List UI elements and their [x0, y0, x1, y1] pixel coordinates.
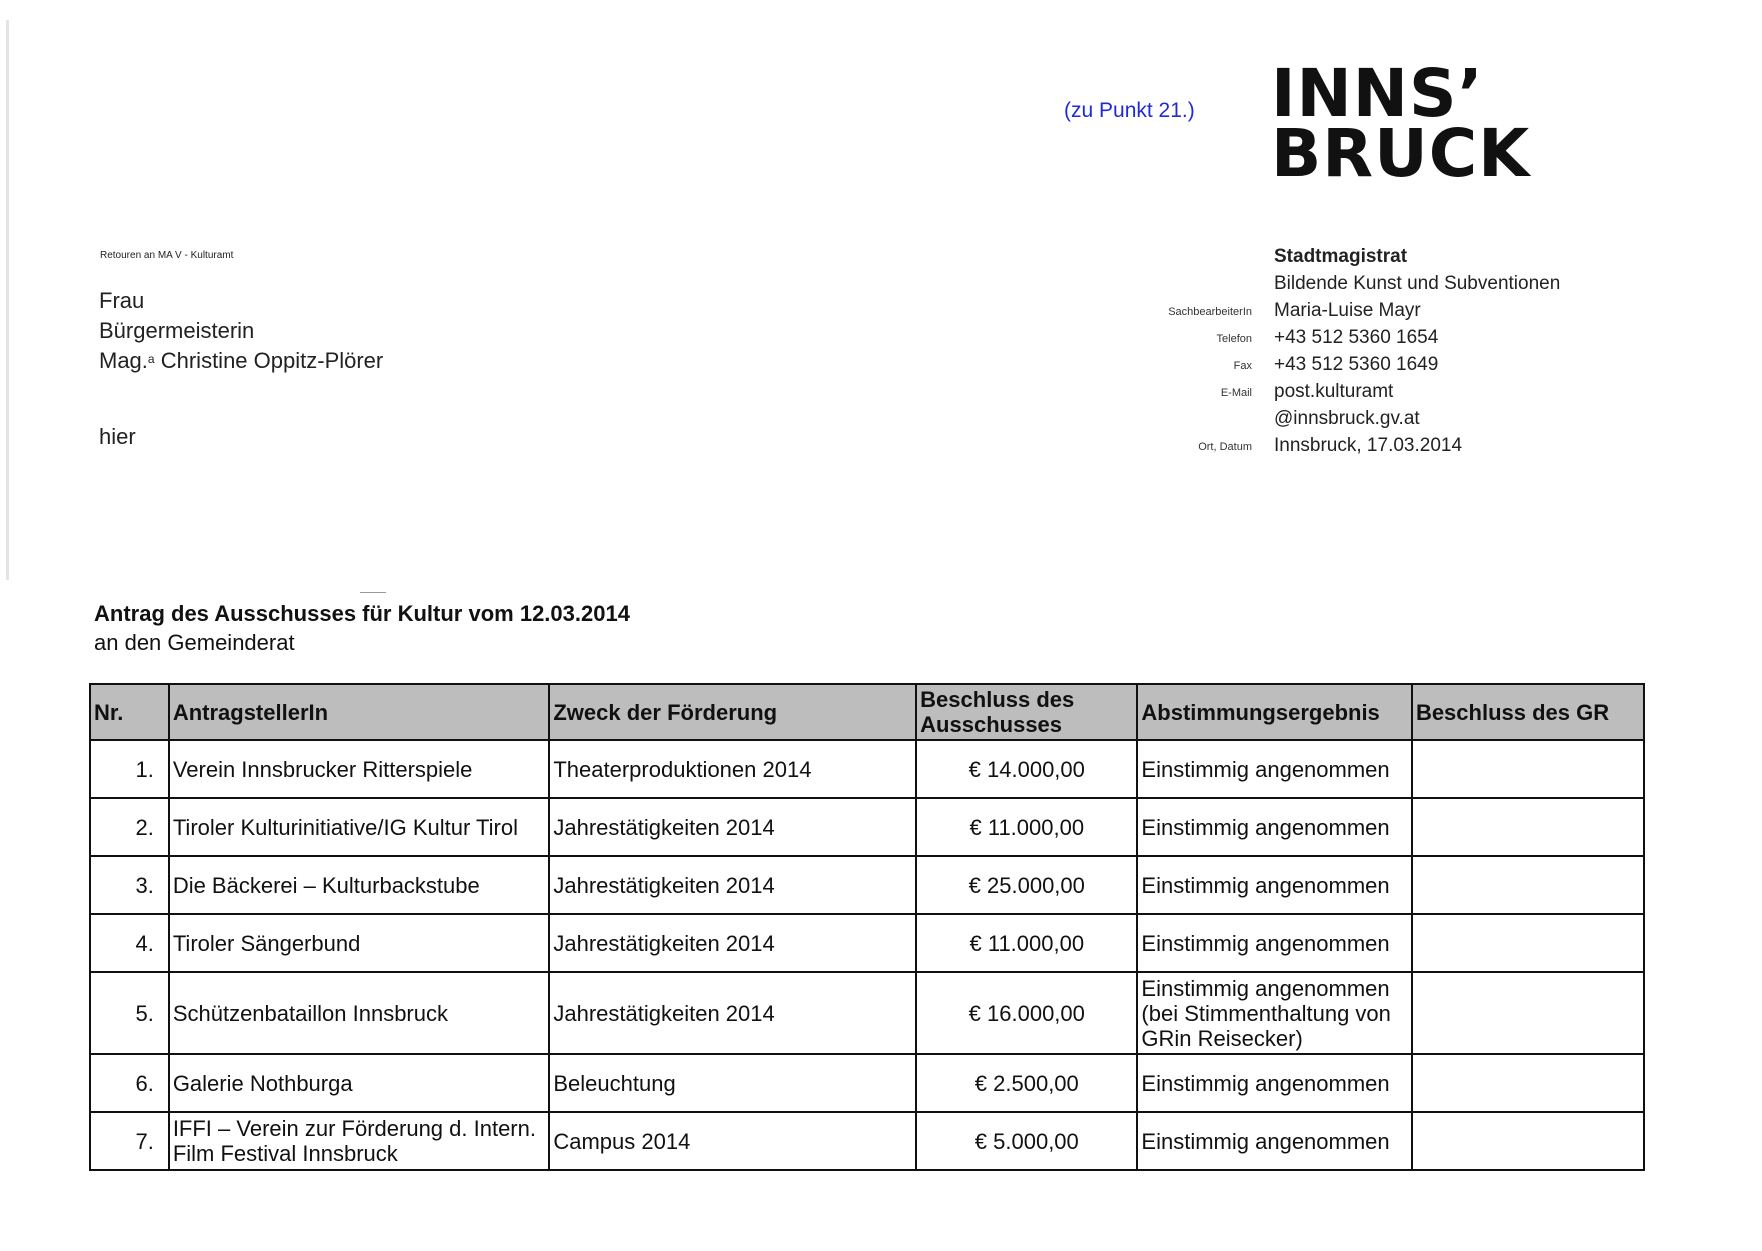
office-title: Stadtmagistrat — [1274, 246, 1408, 267]
cell-applicant: Schützenbataillon Innsbruck — [169, 972, 550, 1054]
cell-applicant: Galerie Nothburga — [169, 1054, 550, 1112]
page-edge-shadow — [6, 20, 9, 580]
office-phone-row — [1216, 324, 1560, 351]
cell-amount: € 11.000,00 — [916, 798, 1137, 856]
cell-nr: 5. — [90, 972, 169, 1054]
cell-gr — [1412, 856, 1644, 914]
cell-vote: Einstimmig angenommen — [1137, 856, 1412, 914]
recipient-salutation: Frau — [99, 288, 145, 313]
cell-applicant: Verein Innsbrucker Ritterspiele — [169, 740, 550, 798]
cell-vote: Einstimmig angenommen — [1137, 914, 1412, 972]
vote-line-1: Einstimmig angenommen — [1141, 975, 1390, 1001]
cell-applicant: Die Bäckerei – Kulturbackstube — [169, 856, 550, 914]
cell-nr: 7. — [90, 1112, 169, 1170]
cell-applicant — [169, 1112, 550, 1170]
table-header-row — [90, 684, 1644, 740]
cell-amount: € 14.000,00 — [916, 740, 1137, 798]
grants-table — [89, 683, 1645, 1171]
cell-nr: 1. — [90, 740, 169, 798]
table-row — [90, 740, 1644, 798]
office-fax-row — [1233, 351, 1560, 378]
cell-gr — [1412, 1112, 1644, 1170]
table-row — [90, 1112, 1644, 1170]
office-department: Bildende Kunst und Subventionen — [1274, 273, 1561, 294]
header-nr: Nr. — [90, 684, 169, 740]
cell-amount: € 2.500,00 — [916, 1054, 1137, 1112]
cell-gr — [1412, 972, 1644, 1054]
cell-vote: Einstimmig angenommen — [1137, 740, 1412, 798]
table-row — [90, 914, 1644, 972]
recipient-name-line — [99, 346, 383, 376]
cell-applicant: Tiroler Sängerbund — [169, 914, 550, 972]
cell-nr: 4. — [90, 914, 169, 972]
header-decision-committee: Beschluss des Ausschusses — [916, 684, 1137, 740]
scan-mark — [360, 592, 386, 593]
applicant-line-1: IFFI – Verein zur Förderung d. Intern. — [172, 1116, 536, 1141]
phone-number: +43 512 5360 1654 — [1274, 327, 1439, 348]
header-applicant: AntragstellerIn — [169, 684, 550, 740]
recipient-title-prefix: Mag. — [99, 348, 148, 373]
cell-vote — [1137, 972, 1412, 1054]
innsbruck-logo — [1271, 55, 1531, 192]
cell-gr — [1412, 798, 1644, 856]
table-row — [90, 972, 1644, 1054]
email-line-2: @innsbruck.gv.at — [1274, 408, 1420, 429]
office-date-row — [1198, 432, 1560, 459]
fax-label: Fax — [1233, 360, 1252, 372]
cell-vote: Einstimmig angenommen — [1137, 1054, 1412, 1112]
cell-purpose: Jahrestätigkeiten 2014 — [549, 856, 916, 914]
office-clerk-row — [1168, 297, 1560, 324]
cell-amount: € 16.000,00 — [916, 972, 1137, 1054]
recipient-address — [99, 286, 383, 376]
clerk-name: Maria-Luise Mayr — [1274, 300, 1421, 321]
header-vote: Abstimmungsergebnis — [1137, 684, 1412, 740]
recipient-title-sup: a — [147, 352, 155, 366]
date-label: Ort, Datum — [1198, 441, 1252, 453]
cell-vote: Einstimmig angenommen — [1137, 1112, 1412, 1170]
clerk-label: SachbearbeiterIn — [1168, 306, 1252, 318]
cell-purpose: Campus 2014 — [549, 1112, 916, 1170]
email-label: E-Mail — [1220, 387, 1252, 399]
recipient-location: hier — [99, 424, 136, 449]
table-row — [90, 856, 1644, 914]
header-purpose: Zweck der Förderung — [549, 684, 916, 740]
cell-gr — [1412, 740, 1644, 798]
fax-number: +43 512 5360 1649 — [1274, 354, 1439, 375]
cell-purpose: Jahrestätigkeiten 2014 — [549, 798, 916, 856]
cell-applicant: Tiroler Kulturinitiative/IG Kultur Tirol — [169, 798, 550, 856]
email-line-1: post.kulturamt — [1274, 381, 1394, 402]
cell-nr: 6. — [90, 1054, 169, 1112]
cell-nr: 3. — [90, 856, 169, 914]
vote-line-3: GRin Reisecker) — [1141, 1025, 1303, 1051]
cell-amount: € 5.000,00 — [916, 1112, 1137, 1170]
cell-vote: Einstimmig angenommen — [1137, 798, 1412, 856]
subject-block — [94, 599, 630, 657]
cell-purpose: Theaterproduktionen 2014 — [549, 740, 916, 798]
place-date: Innsbruck, 17.03.2014 — [1274, 435, 1463, 456]
cell-purpose: Jahrestätigkeiten 2014 — [549, 972, 916, 1054]
header-decision-gr: Beschluss des GR — [1412, 684, 1644, 740]
cell-purpose: Jahrestätigkeiten 2014 — [549, 914, 916, 972]
cell-amount: € 11.000,00 — [916, 914, 1137, 972]
cell-gr — [1412, 914, 1644, 972]
subject-subline: an den Gemeinderat — [94, 630, 295, 655]
table-row — [90, 1054, 1644, 1112]
subject-heading: Antrag des Ausschusses für Kultur vom 12.03.2014 — [94, 601, 630, 626]
cell-amount: € 25.000,00 — [916, 856, 1137, 914]
cell-purpose: Beleuchtung — [549, 1054, 916, 1112]
table-row — [90, 798, 1644, 856]
logo-line-1: INNS’ — [1271, 55, 1484, 132]
phone-label: Telefon — [1216, 333, 1252, 345]
reference-note: (zu Punkt 21.) — [1064, 99, 1195, 122]
return-address: Retouren an MA V - Kulturamt — [100, 250, 234, 261]
office-block — [1168, 243, 1561, 459]
office-email-row — [1220, 378, 1560, 405]
recipient-role: Bürgermeisterin — [99, 318, 255, 343]
recipient-name: Christine Oppitz-Plörer — [160, 348, 384, 373]
vote-line-2: (bei Stimmenthaltung von — [1141, 1000, 1391, 1026]
logo-line-2: BRUCK — [1271, 115, 1531, 192]
cell-gr — [1412, 1054, 1644, 1112]
applicant-line-2: Film Festival Innsbruck — [172, 1141, 398, 1166]
cell-nr: 2. — [90, 798, 169, 856]
